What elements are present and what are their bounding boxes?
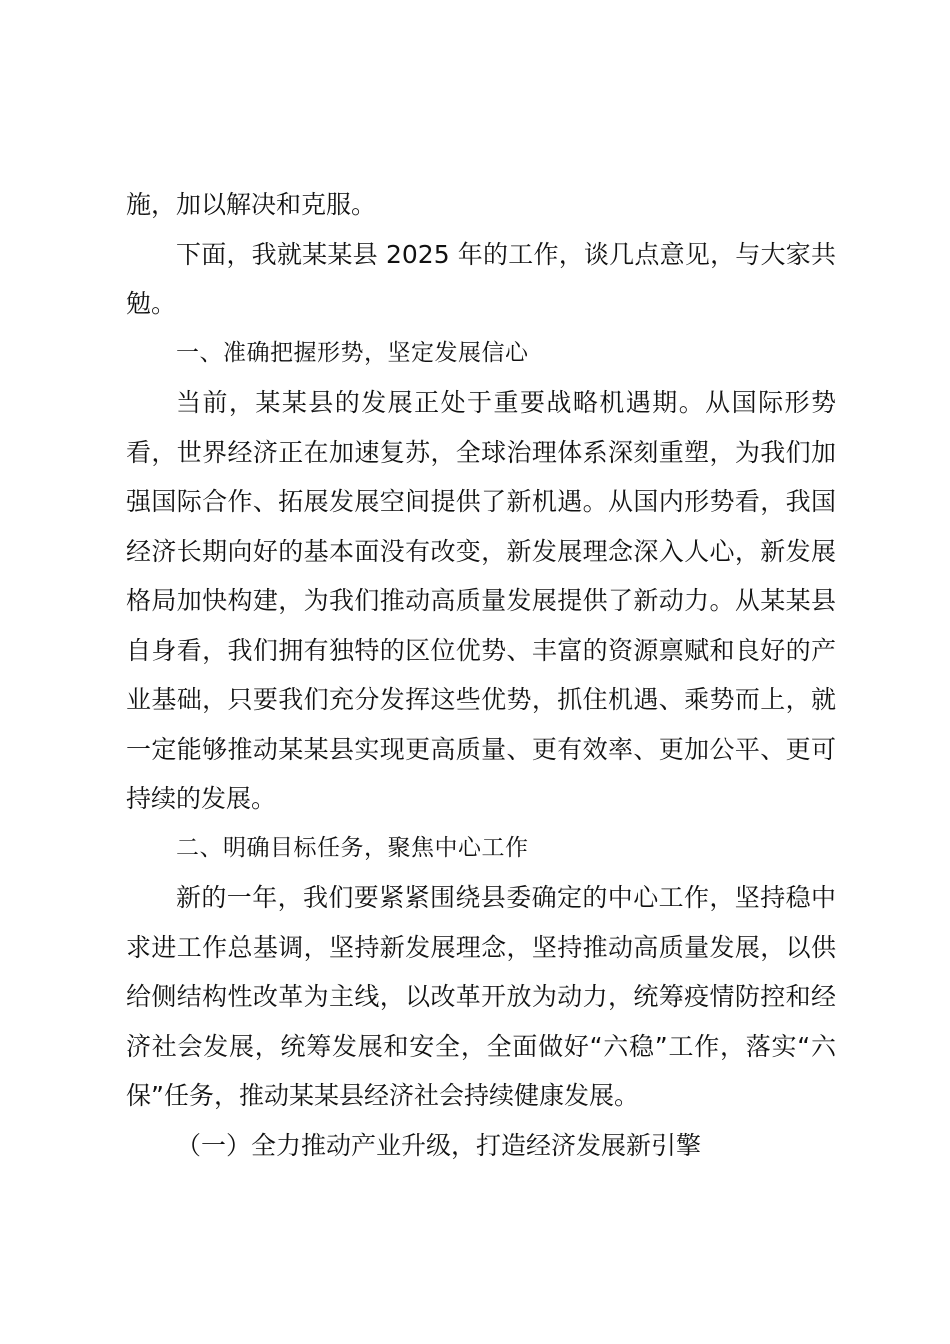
paragraph-situation: 当前，某某县的发展正处于重要战略机遇期。从国际形势看，世界经济正在加速复苏，全球治理体系深刻重塑，为我们加强国际合作、拓展发展空间提供了新机遇。从国内形势看，我国经济长期向好的基本面没有改变，新发展理念深入人心，新发展格局加快构建，为我们推动高质量发展提供了新动力。从某某县自身看，我们拥有独特的区位优势、丰富的资源禀赋和良好的产业基础，只要我们充分发挥这些优势，抓住机遇、乘势而上，就一定能够推动某某县实现更高质量、更有效率、更加公平、更可持续的发展。 xyxy=(126,388,836,813)
section-heading-2: 二、明确目标任务，聚焦中心工作 xyxy=(176,834,529,861)
document-body xyxy=(126,180,836,1170)
paragraph-goals: 新的一年，我们要紧紧围绕县委确定的中心工作，坚持稳中求进工作总基调，坚持新发展理念，坚持推动高质量发展，以供给侧结构性改革为主线，以改革开放为动力，统筹疫情防控和经济社会发展，统筹发展和安全，全面做好“六稳”工作，落实“六保”任务，推动某某县经济社会持续健康发展。 xyxy=(126,883,836,1110)
subsection-heading-1: （一）全力推动产业升级，打造经济发展新引擎 xyxy=(176,1130,702,1160)
section-heading-1: 一、准确把握形势，坚定发展信心 xyxy=(176,339,529,366)
paragraph-continued: 施，加以解决和克服。 xyxy=(126,190,377,219)
paragraph-intro: 下面，我就某某县 2025 年的工作，谈几点意见，与大家共勉。 xyxy=(126,239,836,318)
